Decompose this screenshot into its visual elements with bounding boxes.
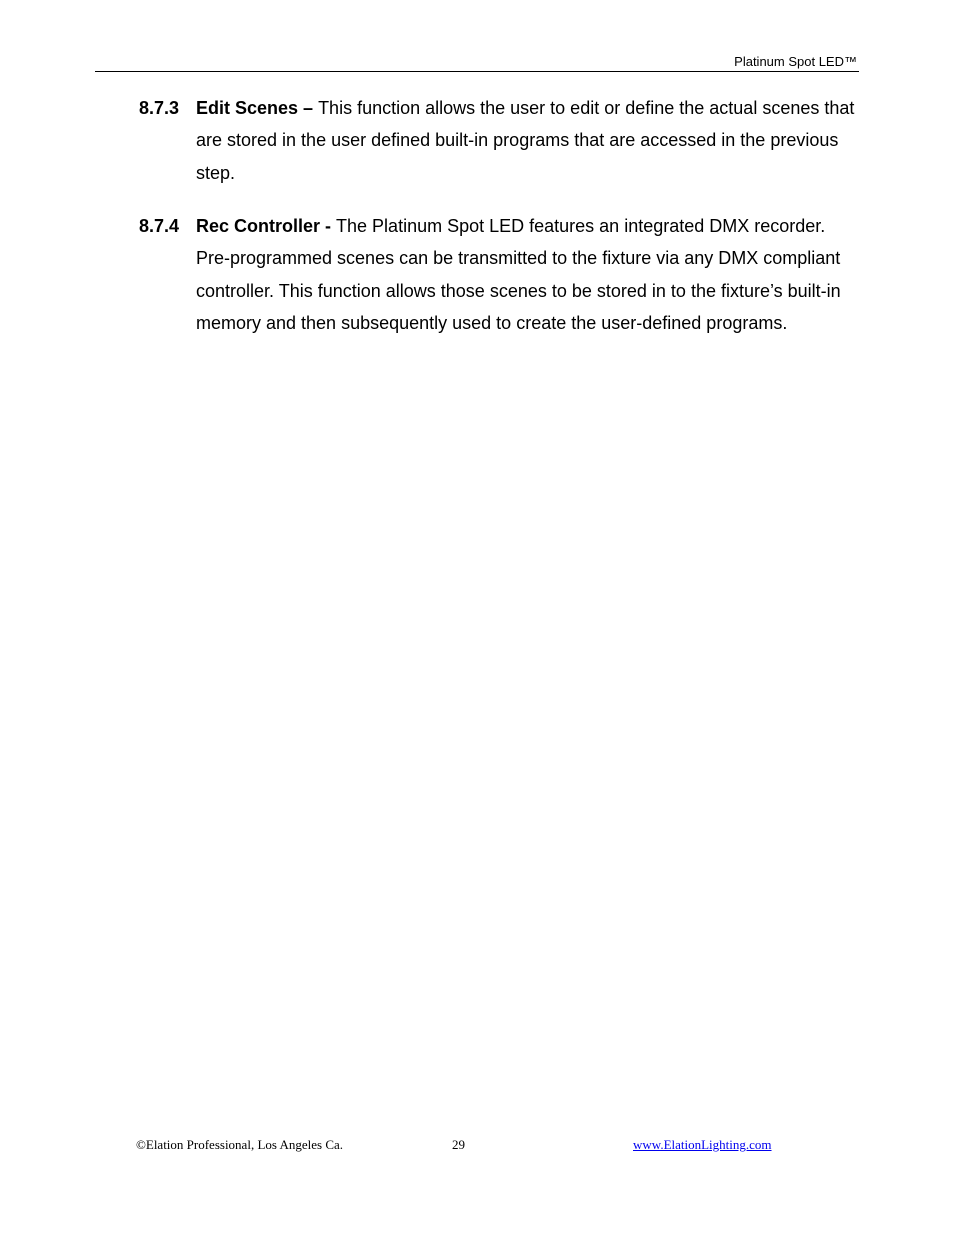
footer-copyright: ©Elation Professional, Los Angeles Ca. (136, 1137, 344, 1152)
document-title: Platinum Spot LED™ (734, 54, 857, 69)
section-body (196, 92, 859, 189)
website-link[interactable]: www.ElationLighting.com (633, 1137, 772, 1152)
section-number: 8.7.4 (139, 216, 180, 236)
section-8-7-4 (139, 210, 859, 339)
section-8-7-3 (139, 92, 859, 189)
section-heading: Edit Scenes – (196, 98, 319, 118)
section-body (196, 210, 859, 339)
section-number: 8.7.3 (139, 98, 180, 118)
section-heading: Rec Controller - (196, 216, 337, 236)
section-text: The Platinum Spot LED features an integrated DMX recorder. Pre-programmed scenes can be transmitted to the fixture via any DMX compliant controller. This function allows those scenes to be stored in to the fixture’s built-in memory and then subsequently used to create the user-defined programs. (196, 216, 841, 333)
header-divider (95, 71, 859, 72)
section-text: This function allows the user to edit or define the actual scenes that are stored in the user defined built-in programs that are accessed in the previous step. (196, 98, 855, 183)
page-number: 29 (452, 1137, 465, 1152)
